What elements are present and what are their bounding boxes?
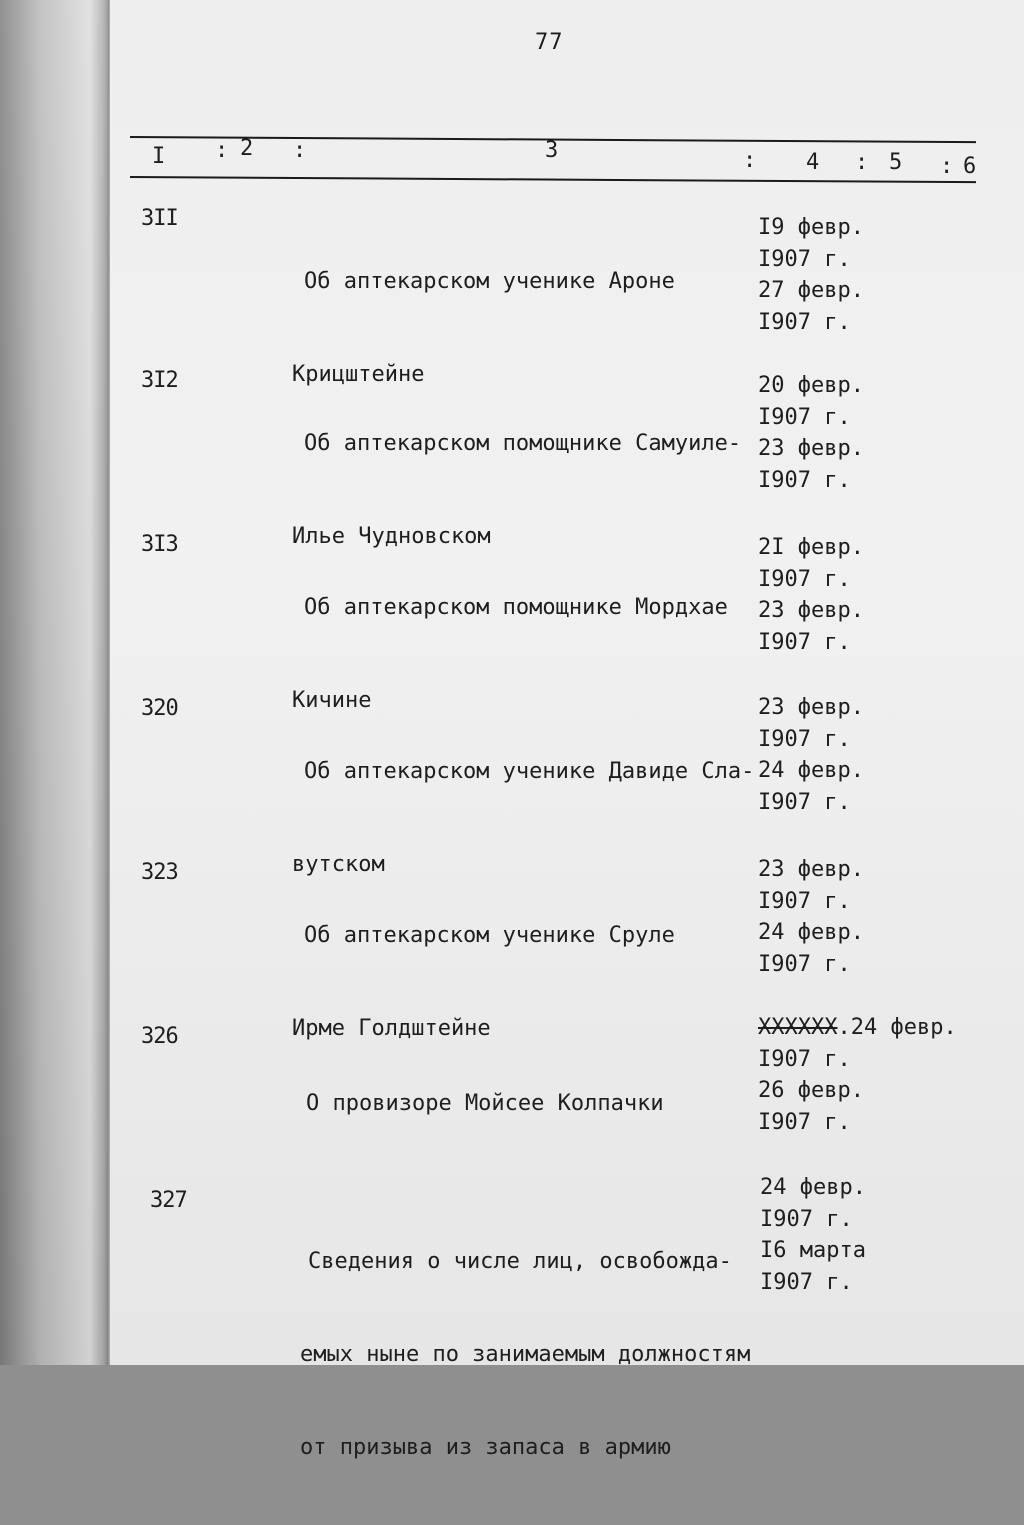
- title-line: от призыва из запаса в армию: [300, 1435, 671, 1460]
- title-line: Об аптекарском ученике Сруле: [304, 923, 675, 948]
- date-line: I907 г.: [758, 888, 851, 914]
- header-col-5: 5: [889, 150, 903, 175]
- title-line: Илье Чудновском: [292, 524, 491, 549]
- date-line: 23 февр.: [758, 598, 864, 623]
- date-line: I907 г.: [758, 1046, 851, 1072]
- header-sep: :: [293, 138, 307, 163]
- date-line: 23 февр.: [758, 436, 864, 461]
- page-number: 77: [535, 30, 564, 55]
- left-page-edge: [0, 0, 108, 1365]
- row-dates: [758, 212, 864, 338]
- title-line: О провизоре Мойсее Колпачки: [306, 1091, 664, 1116]
- date-line: I907 г.: [758, 629, 851, 655]
- date-line: I6 марта: [760, 1238, 866, 1263]
- row-number: 327: [150, 1188, 187, 1213]
- row-dates: [758, 692, 864, 818]
- date-line: 27 февр.: [758, 278, 864, 303]
- title-line: Сведения о числе лиц, освобожда-: [308, 1249, 732, 1274]
- header-sep: :: [940, 154, 954, 179]
- row-title: [306, 1026, 664, 1181]
- header-sep: :: [743, 148, 757, 173]
- title-line: Об аптекарском ученике Давиде Сла-: [304, 759, 755, 784]
- date-line: I907 г.: [758, 404, 851, 430]
- date-line: I9 февр.: [758, 215, 864, 240]
- date-line: I907 г.: [758, 309, 851, 335]
- date-line: I907 г.: [758, 789, 851, 815]
- title-line: Об аптекарском помощнике Самуиле-: [304, 431, 742, 456]
- title-line: Ирме Голдштейне: [292, 1016, 491, 1041]
- date-line: 20 февр.: [758, 373, 864, 398]
- header-sep: :: [855, 150, 869, 175]
- row-number: 323: [141, 860, 178, 885]
- date-line: I907 г.: [760, 1206, 853, 1232]
- date-line: I907 г.: [758, 467, 851, 493]
- row-dates: [760, 1172, 866, 1298]
- title-line: Кичине: [292, 688, 372, 713]
- row-dates: [758, 854, 864, 980]
- date-line: I907 г.: [758, 246, 851, 272]
- row-number: 326: [141, 1024, 178, 1049]
- date-line: I907 г.: [760, 1269, 853, 1295]
- header-col-4: 4: [806, 150, 820, 175]
- header-col-1: I: [152, 144, 166, 169]
- row-dates: [758, 1012, 957, 1138]
- row-number: 320: [141, 696, 178, 721]
- row-dates: [758, 370, 864, 496]
- row-title: [300, 1184, 750, 1525]
- row-dates: [758, 532, 864, 658]
- date-line-first: [758, 1012, 957, 1044]
- title-line: Об аптекарском помощнике Мордхае: [304, 595, 728, 620]
- title-line: Крицштейне: [292, 362, 425, 387]
- header-col-2: 2: [240, 136, 254, 161]
- date-line: 24 февр.: [758, 758, 864, 783]
- header-col-3: 3: [545, 138, 559, 163]
- date-line: I907 г.: [758, 1109, 851, 1135]
- title-line: емых ныне по занимаемым должностям: [300, 1342, 751, 1367]
- date-line: 24 февр.: [758, 920, 864, 945]
- date-line: 26 февр.: [758, 1078, 864, 1103]
- date-line: 24 февр.: [760, 1175, 866, 1200]
- date-line: I907 г.: [758, 566, 851, 592]
- date-line: 2I февр.: [758, 535, 864, 560]
- date-line: 23 февр.: [758, 695, 864, 720]
- row-number: 3I3: [141, 532, 178, 557]
- date-fragment: .24 февр.: [837, 1015, 957, 1040]
- date-line: I907 г.: [758, 726, 851, 752]
- date-line: I907 г.: [758, 951, 851, 977]
- header-col-6: 6: [963, 154, 977, 179]
- title-line: Об аптекарском ученике Ароне: [304, 269, 675, 294]
- struck-text: XXXXXX: [758, 1015, 838, 1040]
- row-number: 3II: [141, 206, 178, 231]
- row-number: 3I2: [141, 368, 178, 393]
- header-sep: :: [215, 138, 229, 163]
- title-line: вутском: [292, 852, 385, 877]
- date-line: 23 февр.: [758, 857, 864, 882]
